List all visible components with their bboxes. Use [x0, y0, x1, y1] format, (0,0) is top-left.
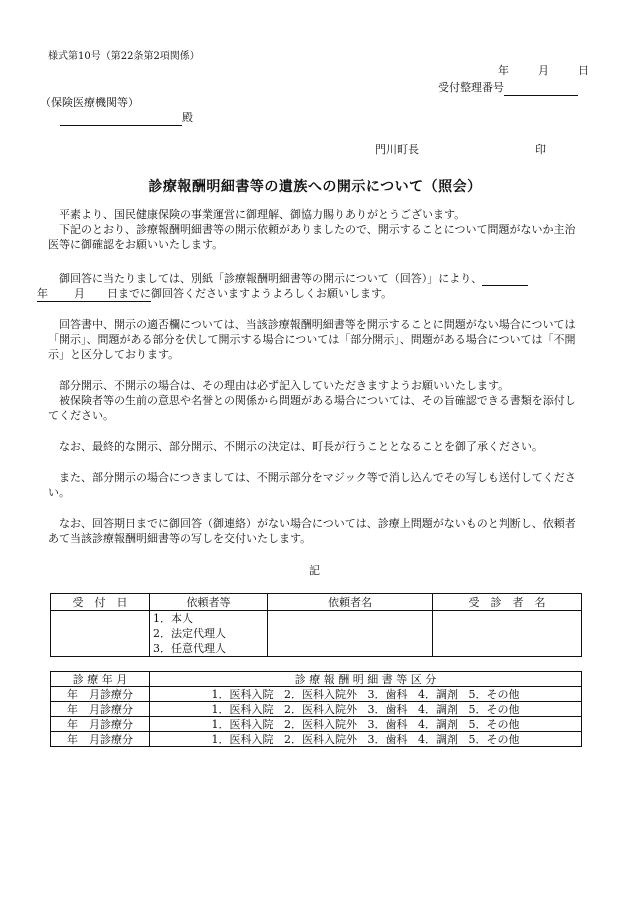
- requester-option[interactable]: 3．任意代理人: [153, 642, 226, 655]
- option-dispensing[interactable]: 4．調剤: [418, 732, 458, 746]
- requester-name-cell[interactable]: [268, 611, 433, 657]
- option-medical-outpatient[interactable]: 2．医科入院外: [284, 717, 357, 731]
- claim-category-options: [150, 732, 582, 747]
- option-medical-inpatient[interactable]: 1．医科入院: [211, 717, 274, 731]
- paragraph-5: なお、最終的な開示、部分開示、不開示の決定は、町長が行うこととなることを御了承ください。: [59, 440, 543, 453]
- date-day: 日: [578, 64, 589, 77]
- ki-heading: 記: [309, 564, 320, 577]
- header-requester-name: 依頼者名: [268, 594, 433, 611]
- requester-option[interactable]: 2．法定代理人: [153, 627, 226, 640]
- requester-type-cell: [150, 611, 268, 657]
- paragraph-1b: [48, 222, 584, 252]
- date-line: [498, 63, 589, 79]
- option-other[interactable]: 5．その他: [468, 687, 520, 701]
- option-dental[interactable]: 3．歯科: [367, 687, 408, 701]
- option-dispensing[interactable]: 4．調剤: [418, 687, 458, 701]
- option-medical-inpatient[interactable]: 1．医科入院: [211, 702, 274, 716]
- paragraph-1-line1: 平素より、国民健康保険の事業運営に御理解、御協力賜りありがとうございます。: [59, 208, 466, 221]
- table-row: [51, 732, 582, 747]
- treatment-month[interactable]: 年 月診療分: [51, 717, 150, 732]
- table-row: [51, 702, 582, 717]
- option-medical-outpatient[interactable]: 2．医科入院外: [284, 687, 357, 701]
- receipt-number-blank[interactable]: [504, 82, 578, 96]
- addressee-line: [60, 110, 193, 126]
- request-table-row: [51, 611, 582, 657]
- page-title: 診療報酬明細書等の遺族への開示について（照会）: [148, 179, 482, 195]
- claim-category-options: [150, 717, 582, 732]
- claim-category-options: [150, 687, 582, 702]
- deadline-year: 年: [37, 287, 48, 300]
- table-row: [51, 717, 582, 732]
- paragraph-7: なお、回答期日までに御回答（御連絡）がない場合については、診療上問題がないものと判断し、依頼者あて当該診療報酬明細書等の写しを交付いたします。: [48, 517, 576, 545]
- treatment-month[interactable]: 年 月診療分: [51, 702, 150, 717]
- paragraph-6: また、部分開示の場合につきましては、不開示部分をマジック等で消し込んでその写しも送付してください。: [48, 471, 576, 499]
- form-number: 様式第10号（第22条第2項関係）: [48, 51, 200, 62]
- paragraph-2-post: 御回答くださいますようよろしくお願いします。: [151, 287, 393, 300]
- header-receipt-date: 受 付 日: [51, 594, 150, 611]
- addressee-blank[interactable]: [60, 112, 182, 126]
- request-table-header: [51, 594, 582, 611]
- deadline-month: 月: [74, 287, 85, 300]
- claim-category-options: [150, 702, 582, 717]
- paragraph-4: 部分開示、不開示の場合は、その理由は必ず記入していただきますようお願いいたします。: [59, 379, 510, 392]
- date-month: 月: [538, 64, 549, 77]
- sender: 門川町長: [375, 143, 419, 156]
- option-medical-outpatient[interactable]: 2．医科入院外: [284, 702, 357, 716]
- header-treatment-month: 診 療 年 月: [51, 672, 150, 687]
- option-medical-inpatient[interactable]: 1．医科入院: [211, 687, 274, 701]
- paragraph-2: [37, 271, 584, 302]
- option-dispensing[interactable]: 4．調剤: [418, 717, 458, 731]
- seal-mark: 印: [535, 143, 546, 156]
- receipt-label: 受付整理番号: [438, 81, 504, 94]
- deadline-day: 日までに: [107, 287, 151, 300]
- table-row: [51, 687, 582, 702]
- paragraph-2-pre: 御回答に当たりましては、別紙「診療報酬明細書等の開示について（回答）」により、: [59, 272, 483, 285]
- addressee-honorific: 殿: [182, 111, 193, 124]
- paragraph-4b: 被保険者等の生前の意思や名誉との関係から問題がある場合については、その旨確認できる書類を添付してください。: [48, 394, 576, 422]
- paragraph-3: 回答書中、開示の適否欄については、当該診療報酬明細書等を開示することに問題がない場合については「開示」、問題がある部分を伏して開示する場合については「部分開示」、問題がある場合については「不開示」と区分しております。: [48, 318, 576, 361]
- date-year: 年: [498, 64, 509, 77]
- option-dental[interactable]: 3．歯科: [367, 702, 408, 716]
- deadline-underline: [37, 286, 151, 302]
- option-medical-inpatient[interactable]: 1．医科入院: [211, 732, 274, 746]
- option-medical-outpatient[interactable]: 2．医科入院外: [284, 732, 357, 746]
- request-table: [50, 593, 582, 657]
- treatment-month[interactable]: 年 月診療分: [51, 732, 150, 747]
- answer-deadline-blank[interactable]: [482, 272, 528, 286]
- option-other[interactable]: 5．その他: [468, 717, 520, 731]
- option-other[interactable]: 5．その他: [468, 702, 520, 716]
- requester-option[interactable]: 1．本人: [153, 612, 193, 625]
- option-dental[interactable]: 3．歯科: [367, 732, 408, 746]
- claims-table: [50, 671, 582, 747]
- patient-name-cell[interactable]: [433, 611, 582, 657]
- receipt-date-cell[interactable]: [51, 611, 150, 657]
- header-requester-type: 依頼者等: [150, 594, 268, 611]
- option-dispensing[interactable]: 4．調剤: [418, 702, 458, 716]
- paragraph-1-line2: 下記のとおり、診療報酬明細書等の開示依頼がありましたので、開示することについて問題がないか主治医等に御確認をお願いいたします。: [48, 223, 576, 251]
- option-other[interactable]: 5．その他: [468, 732, 520, 746]
- claims-table-header: [51, 672, 582, 687]
- paragraph-1: [48, 207, 584, 222]
- header-patient-name: 受 診 者 名: [433, 594, 582, 611]
- option-dental[interactable]: 3．歯科: [367, 717, 408, 731]
- header-claim-category: 診 療 報 酬 明 細 書 等 区 分: [150, 672, 582, 687]
- receipt-number-line: [438, 80, 578, 96]
- addressee-org: （保険医療機関等）: [40, 96, 139, 109]
- treatment-month[interactable]: 年 月診療分: [51, 687, 150, 702]
